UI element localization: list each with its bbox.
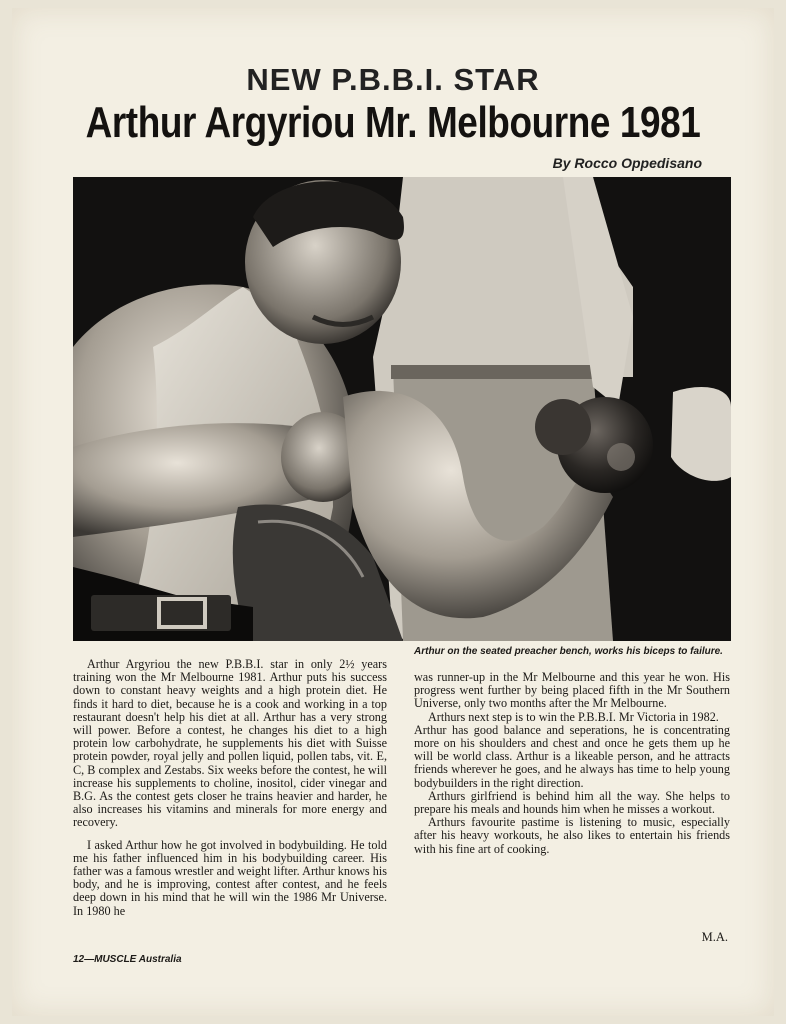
paragraph: Arthur Argyriou the new P.B.B.I. star in only 2½ years training won the Mr Melbourne 1981. Arthur puts his success down to constant heavy weights and a high protein diet. He finds it hard to diet, because he is a cook and working in a top restaurant doesn't help his diet at all. Arthur has a very strong will power. Before a contest, he changes his diet to a high protein low carbohydrate, he supplements his diet with Suisse protein powder, royal jelly and pollen liquid, pollen tabs, vit. E, C, B complex and Zestabs. Six weeks before the contest, he will increase his supplements to choline, inositol, cider vinegar and B.G. As the contest gets closer he trains heavier and harder, he also increases his vitamins and minerals for more energy and recovery. xyxy=(73,657,387,830)
bodybuilder-photo-illustration xyxy=(73,177,731,641)
article-byline: By Rocco Oppedisano xyxy=(552,155,702,171)
paragraph: was runner-up in the Mr Melbourne and this year he won. His progress went further by being placed fifth in the Mr Southern Universe, only two months after the Mr Melbourne. xyxy=(414,670,730,711)
photo-caption: Arthur on the seated preacher bench, works his biceps to failure. xyxy=(414,646,723,657)
article-kicker: NEW P.B.B.I. STAR xyxy=(246,62,540,97)
paragraph: Arthur has good balance and seperations, he is concentrating more on his shoulders and chest and once he gets them up he will be world class. Arthur is a likeable person, and he attracts friends wherever he goes, and he always has time to help young bodybuilders in the right direction. xyxy=(414,722,730,790)
article-headline: Arthur Argyriou Mr. Melbourne 1981 xyxy=(85,98,701,147)
author-signature: M.A. xyxy=(701,930,728,944)
paragraph: Arthurs next step is to win the P.B.B.I. Mr Victoria in 1982. xyxy=(428,709,719,724)
paragraph: Arthurs girlfriend is behind him all the way. She helps to prepare his meals and hounds him when he misses a workout. xyxy=(414,788,730,817)
paragraph: Arthurs favourite pastime is listening to music, especially after his heavy workouts, he also likes to entertain his friends with his fine art of cooking. xyxy=(414,815,730,856)
article-column-left xyxy=(73,658,387,918)
page-folio: 12—MUSCLE Australia xyxy=(73,954,182,965)
article-photo xyxy=(73,177,731,641)
article-column-right xyxy=(414,671,730,856)
paragraph: I asked Arthur how he got involved in bodybuilding. He told me his father influenced him in his bodybuilding career. His father was a famous wrestler and weight lifter. Arthur knows his body, and he is improving, contest after contest, and he feels deep down in his mind that he will win the 1986 Mr Universe. In 1980 he xyxy=(73,837,387,918)
